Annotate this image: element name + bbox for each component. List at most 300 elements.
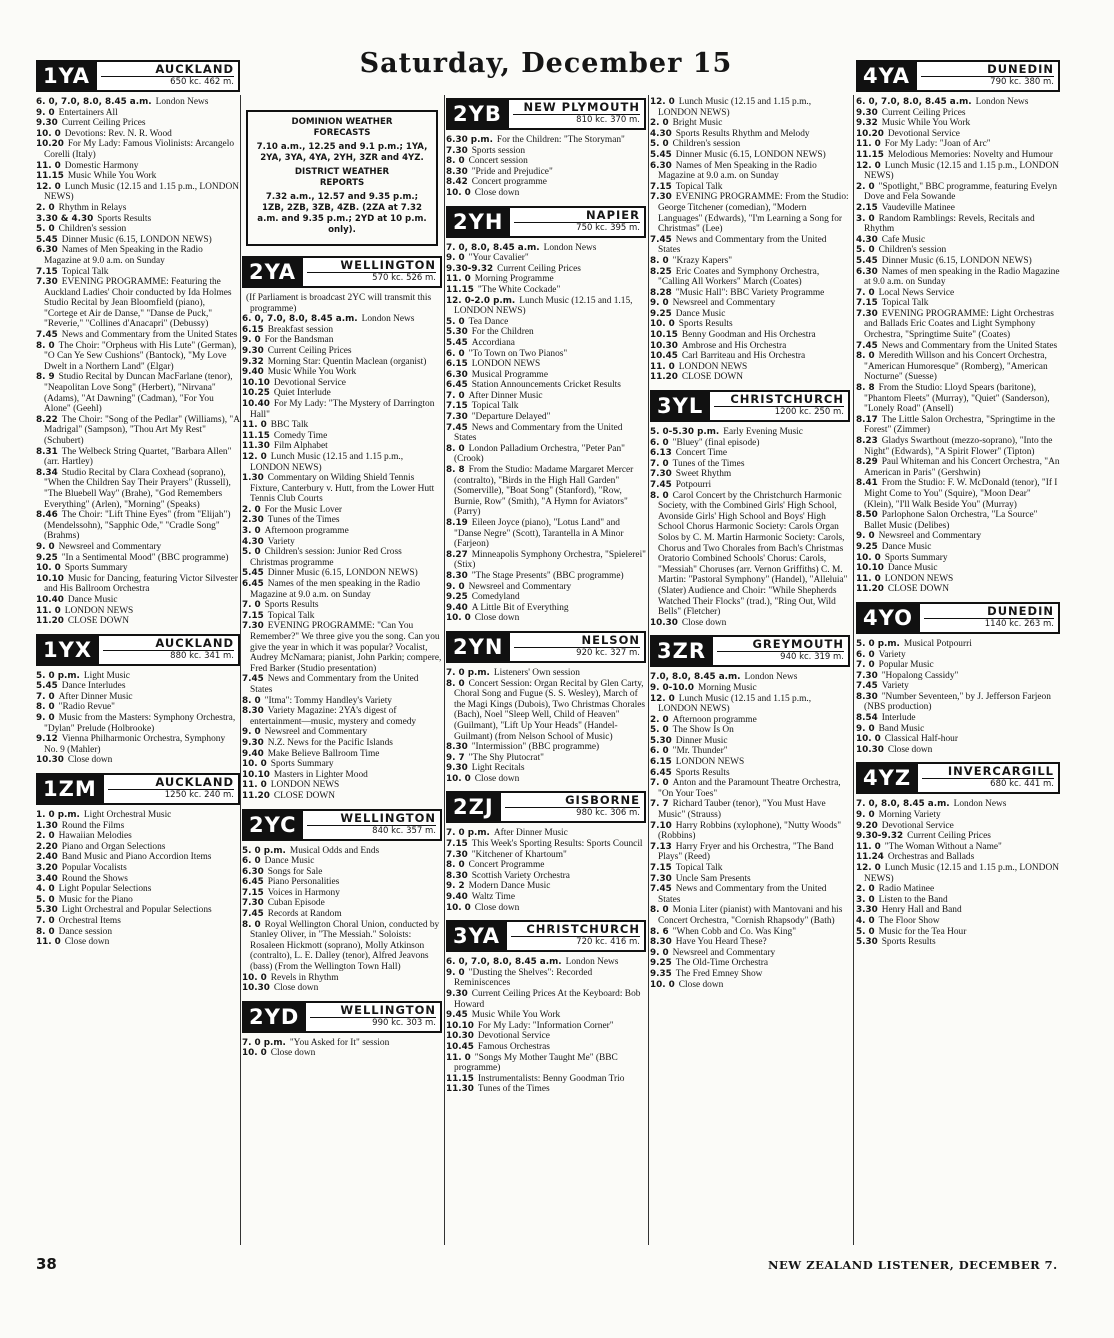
station-block — [856, 762, 1060, 947]
programme-time: 5. 0 — [242, 547, 261, 558]
programme-text: Morning Programme — [474, 274, 554, 285]
station-info — [510, 633, 644, 661]
programme-text: "Spotlight," BBC programme, featuring Evelyn Dove and Fela Sowande — [864, 181, 1058, 203]
station-frequency: 570 kc. 526 m. — [372, 273, 436, 283]
programme-entry — [650, 150, 850, 161]
programme-text: BBC Talk — [270, 420, 309, 431]
programme-text: Tunes of the Times — [267, 515, 340, 526]
programme-entry — [650, 757, 850, 768]
station-block — [242, 1001, 442, 1059]
programme-entry — [856, 510, 1060, 531]
programme-text: The Show Is On — [672, 725, 734, 736]
programme-time: 9.30 — [856, 107, 878, 118]
programme-text: Harry Robbins (xylophone), "Nutty Woods" (Robbins) — [658, 820, 842, 842]
station-call-sign: 4YA — [858, 62, 917, 90]
programme-text: Early Evening Music — [723, 427, 803, 438]
programme-text: After Dinner Music — [468, 390, 543, 401]
programme-time: 8.30 — [446, 570, 468, 581]
programme-time: 7.45 — [650, 884, 672, 895]
programme-entry — [856, 905, 1060, 916]
programme-entry — [36, 553, 240, 564]
programme-time: 10.40 — [242, 398, 270, 409]
programme-text: Dance session — [58, 926, 113, 937]
programme-entry — [242, 600, 442, 611]
programme-entry — [856, 810, 1060, 821]
programme-text: Children's session — [58, 224, 127, 235]
programme-time: 8.30 — [242, 706, 264, 717]
programme-text: London News — [155, 97, 209, 107]
programme-time: 3.40 — [36, 873, 58, 884]
programme-text: Music While You Work — [267, 367, 357, 378]
programme-text: Benny Goodman and His Orchestra — [681, 330, 816, 341]
programme-text: "Music Hall": BBC Variety Programme — [675, 287, 825, 298]
programme-entry — [856, 713, 1060, 724]
programme-time: 10.45 — [446, 1041, 474, 1052]
programme-entry — [36, 171, 240, 182]
programme-time: 7.15 — [242, 610, 264, 621]
station-badge — [856, 762, 1060, 794]
programme-time: 12. 0 — [650, 97, 675, 107]
programme-entry — [242, 399, 442, 420]
programme-entry — [242, 898, 442, 909]
programme-entry — [650, 948, 850, 959]
programme-time: 7.30 — [856, 670, 878, 681]
programme-text: Modern Dance Music — [468, 881, 551, 892]
programme-text: "Itma": Tommy Handley's Variety — [264, 695, 392, 706]
programme-entry — [650, 672, 850, 683]
programme-time: 8. 0 — [446, 860, 465, 871]
programme-text: Listeners' Own session — [493, 667, 580, 678]
programme-entry — [446, 582, 646, 593]
programme-text: Close down — [270, 1048, 316, 1059]
programme-text: Songs for Sale — [267, 866, 323, 877]
programme-time: 10. 0 — [36, 563, 61, 574]
programme-entry — [242, 1038, 442, 1049]
column-divider — [444, 95, 445, 1245]
programme-text: Devotional Service — [881, 820, 954, 831]
programme-entry — [446, 860, 646, 871]
station-frequency: 1250 kc. 240 m. — [164, 790, 234, 801]
programme-entry — [36, 267, 240, 278]
programme-entry — [856, 542, 1060, 553]
programme-time: 10. 0 — [856, 552, 881, 563]
programme-entry — [650, 725, 850, 736]
station-call-sign: 2YH — [448, 208, 510, 236]
programme-text: From the Studio: Lloyd Spears (baritone), "Phantom Fleets" (Murray), "Quiet" (Sanderson), "Lonely Road" (Ansell) — [864, 383, 1050, 415]
programme-text: Newsreel and Commentary — [468, 581, 572, 592]
programme-time: 8.27 — [446, 549, 468, 560]
programme-entry — [650, 256, 850, 267]
programme-text: Light Popular Selections — [58, 884, 152, 895]
programme-text: Instrumentalists: Benny Goodman Trio — [477, 1073, 625, 1084]
programme-text: Topical Talk — [675, 863, 723, 873]
programme-entry — [446, 1021, 646, 1032]
programme-time: 5.45 — [856, 255, 878, 266]
programme-time: 10.40 — [36, 594, 64, 605]
programme-text: For the Children — [471, 327, 534, 338]
programme-entry — [242, 325, 442, 336]
programme-time: 8.41 — [856, 478, 878, 489]
programme-entry — [36, 616, 240, 627]
station-block — [446, 98, 646, 199]
programme-text: Topical Talk — [267, 610, 315, 621]
programme-time: 7.30 — [446, 412, 468, 423]
programme-text: After Dinner Music — [493, 828, 568, 839]
programme-entry — [650, 372, 850, 383]
programme-text: Dance Music — [881, 541, 932, 552]
programme-time: 8.46 — [36, 510, 58, 521]
programme-time: 10. 0 — [856, 734, 881, 745]
programme-text: Classical Half-hour — [884, 734, 958, 745]
programme-time: 9.25 — [650, 308, 672, 319]
programme-entry — [446, 317, 646, 328]
programme-text: Morning Variety — [878, 810, 941, 821]
programme-time: 8. 0 — [650, 905, 669, 916]
programme-entry — [36, 372, 240, 414]
programme-entry — [242, 378, 442, 389]
programme-text: Music from the Masters: Symphony Orchestra, "Dylan" Prelude (Holbrooke) — [44, 713, 236, 734]
programme-time: 9. 0 — [36, 107, 55, 118]
programme-time: 7.15 — [856, 298, 878, 309]
programme-time: 12. 0-2.0 p.m. — [446, 295, 516, 306]
programme-text: "The White Cockade" — [477, 284, 561, 295]
programme-text: Sports Summary — [64, 563, 128, 574]
programme-time: 8.54 — [856, 713, 878, 724]
programme-entry — [242, 611, 442, 622]
programme-time: 9. 0 — [446, 581, 465, 592]
programme-text: "Kitchener of Khartoum" — [471, 849, 567, 860]
programme-time: 6.45 — [650, 767, 672, 778]
station-info — [104, 775, 238, 803]
programme-time: 7.0, 8.0, 8.45 a.m. — [650, 672, 741, 683]
programme-text: Names of the men speaking in the Radio Magazine at 9.0 a.m. on Sunday — [250, 579, 421, 600]
programme-text: LONDON NEWS — [675, 757, 745, 768]
programme-time: 8.30 — [446, 166, 468, 177]
programme-text: Entertainers All — [58, 107, 118, 118]
station-city: NAPIER — [514, 209, 640, 223]
programme-time: 6.13 — [650, 448, 672, 459]
programme-time: 11. 0 — [650, 361, 675, 372]
programme-text: Round the Films — [61, 820, 125, 831]
programme-entry — [650, 905, 850, 926]
station-info — [97, 62, 238, 90]
programme-text: Local News Service — [878, 287, 955, 298]
station-call-sign: 2YD — [244, 1003, 306, 1031]
programme-text: Station Announcements Cricket Results — [471, 380, 621, 391]
programme-text: For the Children: "The Storyman" — [496, 135, 625, 145]
programme-entry — [650, 235, 850, 256]
programme-entry — [242, 674, 442, 695]
programme-entry — [856, 895, 1060, 906]
programme-entry — [650, 746, 850, 757]
programme-time: 8. 0 — [446, 443, 465, 454]
programme-entry — [446, 359, 646, 370]
programme-entry — [446, 892, 646, 903]
programme-entry — [36, 415, 240, 447]
station-badge — [36, 634, 240, 666]
programme-time: 10. 0 — [446, 613, 471, 624]
programme-entry — [446, 989, 646, 1010]
station-call-sign: 2YC — [244, 811, 303, 839]
programme-entry — [36, 161, 240, 172]
programme-time: 7. 0 — [650, 458, 669, 469]
programme-text: For My Lady: Famous Violinists: Arcangelo Corelli (Italy) — [44, 139, 235, 160]
programme-time: 10. 0 — [36, 128, 61, 139]
programme-entry — [650, 438, 850, 449]
programme-time: 4.30 — [242, 536, 264, 547]
programme-entry — [36, 821, 240, 832]
station-badge — [242, 809, 442, 841]
programme-entry — [856, 842, 1060, 853]
programme-entry — [446, 1084, 646, 1095]
programme-entry — [856, 724, 1060, 735]
programme-time: 7.15 — [446, 839, 468, 850]
programme-time: 7.45 — [650, 234, 672, 245]
programme-time: 2. 0 — [242, 504, 261, 515]
programme-text: Variety — [878, 649, 906, 660]
programme-time: 8. 0 — [242, 919, 261, 930]
programme-time: 4. 0 — [856, 915, 875, 926]
station-info — [306, 1003, 440, 1031]
programme-text: Accordiana — [471, 337, 515, 348]
programme-text: Dinner Music (6.15, LONDON NEWS) — [267, 568, 418, 579]
programme-entry — [856, 563, 1060, 574]
programme-entry — [650, 683, 850, 694]
programme-time: 10.10 — [242, 377, 270, 388]
programme-entry — [36, 702, 240, 713]
programme-time: 8. 0 — [650, 490, 669, 501]
programme-time: 6. 0, 7.0, 8.0, 8.45 a.m. — [242, 314, 358, 325]
programme-entry — [242, 846, 442, 857]
programme-text: The Fred Emney Show — [675, 968, 763, 979]
programme-entry — [242, 314, 442, 325]
station-block — [650, 390, 850, 628]
programme-entry — [36, 916, 240, 927]
programme-time: 6. 0 — [242, 856, 261, 867]
programme-text: Sports Results — [678, 319, 733, 330]
programme-entry — [650, 694, 850, 715]
programme-entry — [446, 1053, 646, 1074]
programme-entry — [446, 753, 646, 764]
programme-text: After Dinner Music — [58, 691, 133, 702]
programme-entry — [36, 214, 240, 225]
programme-text: LONDON NEWS — [64, 605, 134, 616]
programme-time: 9.30-9.32 — [446, 263, 494, 274]
programme-entry — [242, 706, 442, 727]
programme-time: 2. 0 — [856, 884, 875, 895]
programme-text: The Choir: "Lift Thine Eyes" (from "Elijah") (Mendelssohn), "Sapphic Ode," "Cradle Song" (Brahms) — [44, 510, 231, 542]
programme-entry — [446, 253, 646, 264]
programme-time: 9. 0 — [242, 335, 261, 346]
station-block — [446, 791, 646, 913]
programme-entry — [242, 1048, 442, 1059]
programme-entry — [36, 713, 240, 734]
programme-entry — [446, 243, 646, 254]
programme-text: Sports Results — [264, 600, 319, 611]
programme-entry — [242, 877, 442, 888]
programme-time: 9.25 — [650, 958, 672, 969]
programme-time: 8.31 — [36, 446, 58, 457]
programme-time: 6.15 — [446, 359, 468, 370]
station-call-sign: 3ZR — [652, 637, 713, 665]
programme-time: 7. 0 p.m. — [242, 1037, 286, 1048]
programme-text: "Intermission" (BBC programme) — [471, 742, 600, 753]
programme-time: 7. 0 — [36, 691, 55, 702]
programme-time: 10. 0 — [446, 902, 471, 913]
programme-text: News and Commentary from the United States — [658, 234, 827, 256]
programme-entry — [242, 780, 442, 791]
programme-entry — [650, 469, 850, 480]
programme-time: 9.30-9.32 — [856, 831, 904, 842]
programme-entry — [446, 188, 646, 199]
programme-entry — [242, 537, 442, 548]
programme-time: 8.30 — [856, 691, 878, 702]
programme-entry — [650, 980, 850, 991]
programme-text: The Old-Time Orchestra — [675, 958, 769, 969]
programme-text: Interlude — [881, 713, 916, 724]
programme-text: CLOSE DOWN — [273, 790, 336, 801]
programme-text: London News — [975, 97, 1029, 107]
programme-entry — [242, 420, 442, 431]
programme-text: CLOSE DOWN — [67, 616, 130, 627]
programme-time: 10.45 — [650, 351, 678, 362]
programme-entry — [856, 309, 1060, 341]
programme-text: Eileen Joyce (piano), "Lotus Land" and "Danse Negre" (Scott), Tarantella in A Minor (Farjeon) — [454, 518, 624, 550]
programme-time: 9. 0 — [446, 253, 465, 264]
programme-entry — [242, 505, 442, 516]
programme-time: 2. 0 — [856, 181, 875, 192]
programme-time: 12. 0 — [650, 693, 675, 704]
programme-time: 9. 0 — [36, 713, 55, 724]
programme-time: 2. 0 — [36, 831, 55, 842]
station-city: WELLINGTON — [310, 1004, 436, 1018]
station-city: AUCKLAND — [101, 63, 234, 77]
station-info — [510, 208, 644, 236]
station-badge — [856, 60, 1060, 92]
programme-entry — [856, 256, 1060, 267]
programme-entry — [242, 909, 442, 920]
weather-heading3: DISTRICT WEATHER — [294, 167, 390, 177]
programme-text: Orchestral Items — [58, 915, 121, 926]
programme-entry — [242, 431, 442, 442]
programme-entry — [446, 465, 646, 518]
station-frequency: 650 kc. 462 m. — [170, 77, 234, 87]
programme-entry — [242, 888, 442, 899]
programme-text: Records at Random — [267, 909, 342, 920]
programme-time: 9. 0 — [856, 810, 875, 821]
programme-time: 10.30 — [856, 744, 884, 755]
programme-time: 5. 0 — [36, 224, 55, 235]
programme-entry — [446, 679, 646, 743]
programme-text: Round the Shows — [61, 873, 128, 884]
programme-text: Topical Talk — [471, 401, 519, 412]
programme-entry — [856, 383, 1060, 415]
programme-text: Potpourri — [675, 480, 712, 490]
programme-entry — [242, 441, 442, 452]
station-frequency: 840 kc. 357 m. — [372, 825, 436, 836]
programme-text: Voices in Harmony — [267, 887, 340, 898]
programme-text: Music for the Piano — [58, 894, 133, 905]
programme-entry — [242, 791, 442, 802]
programme-time: 5.45 — [36, 234, 58, 245]
programme-entry — [856, 118, 1060, 129]
programme-text: London News — [543, 242, 597, 253]
programme-entry — [856, 584, 1060, 595]
programme-time: 11.20 — [650, 372, 678, 383]
programme-text: Concert session — [468, 156, 528, 167]
programme-time: 11. 0 — [36, 605, 61, 616]
programme-entry — [242, 696, 442, 707]
programme-entry — [242, 473, 442, 505]
programme-entry — [856, 650, 1060, 661]
station-block — [446, 206, 646, 624]
programme-time: 10.10 — [36, 573, 64, 584]
programme-time: 10. 0 — [650, 979, 675, 990]
programme-entry — [650, 459, 850, 470]
programme-entry — [36, 129, 240, 140]
programme-entry — [446, 177, 646, 188]
programme-text: Uncle Sam Presents — [675, 873, 751, 884]
programme-text: Rhythm in Relays — [58, 202, 127, 213]
programme-time: 5.45 — [36, 681, 58, 692]
programme-time: 9. 7 — [446, 752, 465, 763]
programme-entry — [446, 156, 646, 167]
programme-time: 2. 0 — [36, 202, 55, 213]
programme-entry — [446, 338, 646, 349]
programme-entry — [856, 671, 1060, 682]
programme-entry — [856, 660, 1060, 671]
programme-time: 7.30 — [856, 308, 878, 319]
programme-time: 2.15 — [856, 202, 878, 213]
programme-text: Close down — [474, 187, 520, 198]
station-frequency: 1140 kc. 263 m. — [984, 618, 1054, 629]
programme-text: Revels in Rhythm — [270, 972, 339, 983]
programme-time: 7.45 — [36, 330, 58, 341]
programme-time: 8.19 — [446, 518, 468, 528]
station-frequency: 990 kc. 303 m. — [372, 1017, 436, 1028]
programme-text: EVENING PROGRAMME: "Can You Remember?" We three give you the song. Can you give the year in which it was popular? Vocalist, Audrey McNamara; pianist, John Parkin; compere, Fred Barker (Studio presentation) — [250, 621, 442, 674]
station-info — [920, 604, 1058, 632]
programme-text: Variety Magazine: 2YA's digest of entertainment—music, mystery and comedy — [250, 706, 417, 727]
programme-time: 2.30 — [242, 515, 264, 526]
programme-text: Meredith Willson and his Concert Orchestra, "American Humoresque" (Romberg), "American Nocturne" (Suesse) — [864, 351, 1048, 383]
programme-entry — [650, 319, 850, 330]
programme-time: 7.10 — [650, 820, 672, 831]
programme-time: 7.45 — [446, 422, 468, 433]
programme-entry — [856, 150, 1060, 161]
programme-time: 9.40 — [242, 748, 264, 759]
programme-text: "Mr. Thunder" — [672, 746, 728, 757]
programme-text: Light Orchestral Music — [83, 810, 172, 821]
programme-text: EVENING PROGRAMME: Light Orchestras and Ballads Eric Coates and Light Symphony Orchestra, "Springtime Suite" (Coates) — [864, 308, 1054, 341]
programme-entry — [856, 351, 1060, 383]
programme-text: Studio Recital by Duncan MacFarlane (tenor), "Neapolitan Love Song" (Herbert), "Nirvana" (Adams), "At Dawning" (Cadman), "For You Alone" (Geehl) — [44, 372, 233, 415]
programme-text: Topical Talk — [61, 266, 109, 277]
station-badge — [446, 98, 646, 130]
programme-text: Piano Personalities — [267, 877, 340, 888]
station-frequency: 920 kc. 327 m. — [576, 647, 640, 658]
programme-time: 10. 0 — [242, 759, 267, 770]
programme-entry — [856, 129, 1060, 140]
programme-text: Tunes of the Times — [672, 458, 745, 469]
programme-entry — [650, 863, 850, 874]
programme-time: 8.29 — [856, 457, 878, 468]
programme-time: 2.40 — [36, 852, 58, 863]
programme-time: 11. 0 — [36, 160, 61, 171]
programme-text: "The Woman Without a Name" — [884, 841, 1002, 852]
programme-text: "Your Cavalier" — [468, 253, 529, 264]
programme-time: 7.15 — [650, 863, 672, 873]
